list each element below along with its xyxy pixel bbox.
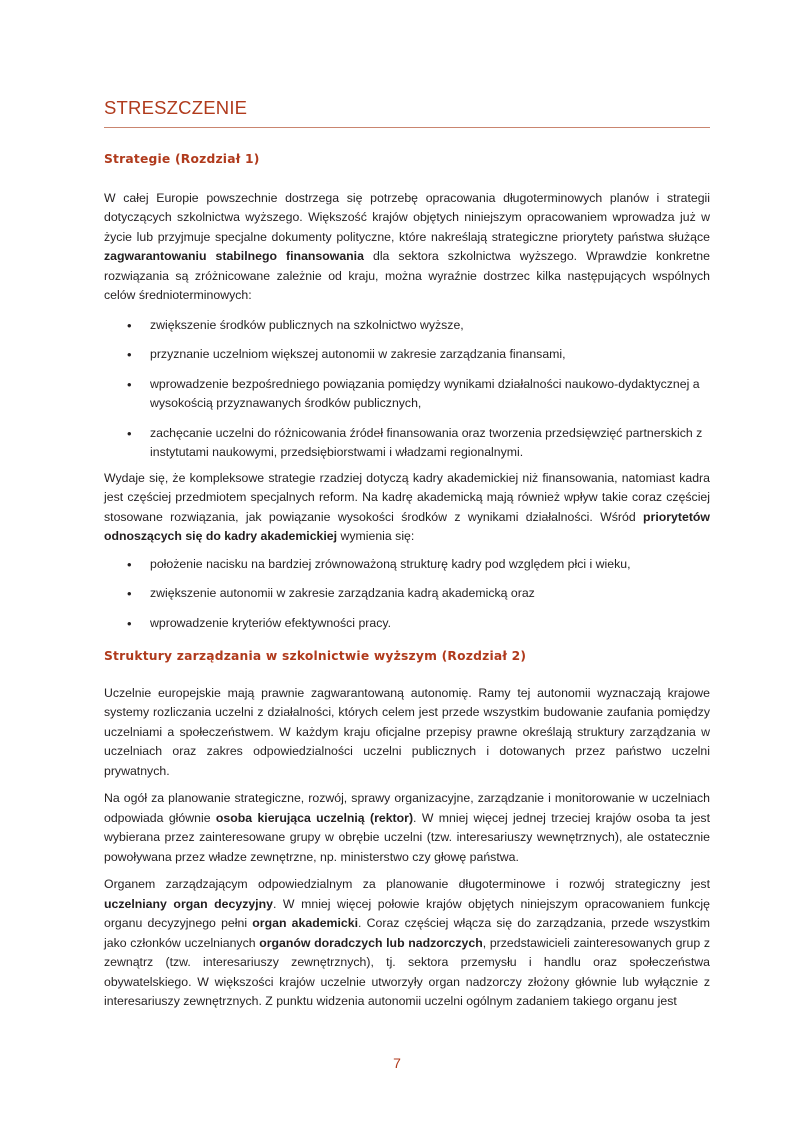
bullet-list-priorities xyxy=(104,555,710,634)
text-run: Wydaje się, że kompleksowe strategie rzadziej dotyczą kadry akademickiej niż finansowania, natomiast kadra jest częściej przedmiotem specjalnych reform. Na kadrę akademicką mają również wpływ takie coraz częściej stosowane rozwiązania, jak powiązanie wysokości środków z wynikami działalności. Wśród xyxy=(104,470,710,524)
list-item: • przyznanie uczelniom większej autonomii w zakresie zarządzania finansami, xyxy=(104,345,710,365)
list-item: • wprowadzenie kryteriów efektywności pracy. xyxy=(104,614,710,634)
section-heading-governance: Struktury zarządzania w szkolnictwie wyższym (Rozdział 2) xyxy=(104,649,527,663)
text-run: . W mniej więcej połowie krajów objętych niniejszym opracowaniem funkcję organu decyzyjnego pełni xyxy=(104,896,710,930)
text-run: dla sektora szkolnictwa wyższego. Wprawdzie konkretne rozwiązania są zróżnicowane zależnie od kraju, można wyraźnie dostrzec kilka następujących wspólnych celów średnioterminowych: xyxy=(104,249,710,302)
paragraph xyxy=(104,469,710,547)
text-run: W całej Europie powszechnie dostrzega się potrzebę opracowania długoterminowych planów i strategii dotyczących szkolnictwa wyższego. Większość krajów objętych niniejszym opracowaniem wprowadza już w życie lub przyjmuje specjalne dokumenty polityczne, które nakreślają strategiczne priorytety państwa służące xyxy=(104,190,710,244)
paragraph xyxy=(104,789,710,867)
page-title: STRESZCZENIE xyxy=(104,97,248,118)
list-item: • wprowadzenie bezpośredniego powiązania pomiędzy wynikami działalności naukowo-dydaktycznej a wysokością przyznawanych środków publicznych, xyxy=(104,375,710,414)
page-number: 7 xyxy=(393,1055,401,1071)
document-body xyxy=(104,150,710,1012)
paragraph xyxy=(104,875,710,1012)
text-run: , przedstawicieli zainteresowanych grup z zewnątrz (tzw. interesariuszy zewnętrznych), tj. sektora przemysłu i handlu oraz społeczeństwa obywatelskiego. W większości krajów uczelnie utworzyły organ nadzorczy złożony głównie lub wyłącznie z interesariuszy zewnętrznych. Z punktu widzenia autonomii uczelni ogólnym zadaniem takiego organu jest xyxy=(104,935,710,1008)
list-item: • zachęcanie uczelni do różnicowania źródeł finansowania oraz tworzenia przedsięwzięć partnerskich z instytutami naukowymi, przedsiębiorstwami i władzami regionalnymi. xyxy=(104,424,710,463)
paragraph xyxy=(104,189,710,306)
list-item: • zwiększenie środków publicznych na szkolnictwo wyższe, xyxy=(104,316,710,336)
text-run: wymienia się: xyxy=(337,529,415,543)
title-divider xyxy=(104,127,710,128)
emphasis: zagwarantowaniu stabilnego finansowania xyxy=(104,249,364,263)
text-run: . Coraz częściej włącza się do zarządzania, przede wszystkim jako członków uczelnianych xyxy=(104,916,711,950)
emphasis: osoba kierująca uczelnią (rektor) xyxy=(215,810,414,825)
list-item: • położenie nacisku na bardziej zrównoważoną strukturę kadry pod względem płci i wieku, xyxy=(104,555,710,575)
text-run: . W mniej więcej jednej trzeciej krajów osoba ta jest wybierana przez zainteresowane grupy w obrębie uczelni (tzw. interesariuszy wewnętrznych), ale ostatecznie powoływana przez władze zewnętrzne, np. ministerstwo czy głowę państwa. xyxy=(104,810,710,864)
emphasis: organów doradczych lub nadzorczych xyxy=(259,935,483,950)
text-run: Na ogół za planowanie strategiczne, rozwój, sprawy organizacyjne, zarządzanie i monitorowanie w uczelniach odpowiada głównie xyxy=(104,791,710,825)
emphasis: priorytetów odnoszących się do kadry akademickiej xyxy=(104,509,710,543)
text-run: Organem zarządzającym odpowiedzialnym za planowanie długoterminowe i rozwój strategiczny jest xyxy=(104,877,710,891)
paragraph: Uczelnie europejskie mają prawnie zagwarantowaną autonomię. Ramy tej autonomii wyznaczają krajowe systemy rozliczania uczelni z działalności, których celem jest przede wszystkim budowanie zaufania pomiędzy uczelniami a społeczeństwem. W każdym kraju oficjalne przepisy prawne określają struktury zarządzania w uczelniach oraz zakres odpowiedzialności uczelni publicznych i dotowanych przez państwo uczelni prywatnych. xyxy=(104,685,710,778)
bullet-list-goals xyxy=(104,316,710,463)
section-heading-strategies: Strategie (Rozdział 1) xyxy=(104,152,260,166)
emphasis: uczelniany organ decyzyjny xyxy=(104,896,273,911)
list-item: • zwiększenie autonomii w zakresie zarządzania kadrą akademicką oraz xyxy=(104,584,710,604)
emphasis: organ akademicki xyxy=(252,916,358,930)
